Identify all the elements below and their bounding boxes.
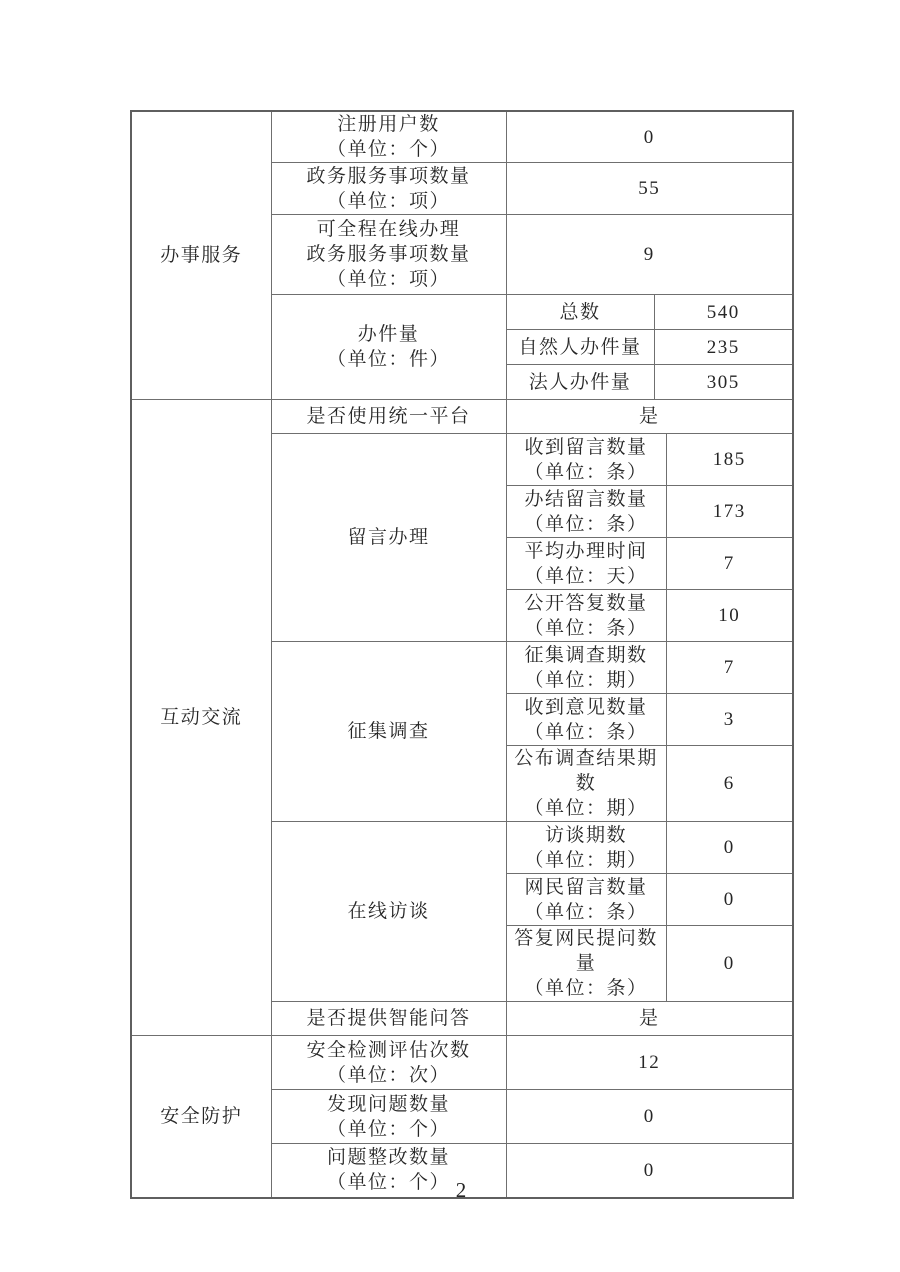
metric-cell <box>271 111 506 163</box>
metric-unit: （单位：个） <box>326 1172 450 1194</box>
submetric-unit: （单位：条） <box>524 513 648 535</box>
metric-label: 可全程在线办理 <box>316 219 461 240</box>
submetric-value: 235 <box>654 330 793 365</box>
submetric-unit: （单位：条） <box>524 617 648 639</box>
submetric-value: 173 <box>666 486 793 538</box>
metric-value: 0 <box>506 1090 793 1144</box>
submetric-cell <box>506 538 666 590</box>
metric-label: 安全检测评估次数 <box>306 1039 471 1061</box>
metric-label: 注册用户数 <box>337 114 440 135</box>
submetric-value: 0 <box>666 926 793 1002</box>
submetric-value: 540 <box>654 295 793 330</box>
submetric-cell <box>506 694 666 746</box>
submetric-label: 法人办件量 <box>506 365 654 400</box>
submetric-label: 访谈期数 <box>544 824 627 846</box>
submetric-cell <box>506 590 666 642</box>
submetric-unit: （单位：天） <box>524 565 648 587</box>
submetric-label: 答复网民提问数量 <box>514 928 658 974</box>
metric-cell <box>271 295 506 400</box>
metric-unit: （单位：项） <box>326 269 450 290</box>
metric-unit: （单位：次） <box>326 1064 450 1086</box>
submetric-value: 10 <box>666 590 793 642</box>
metric-cell <box>271 215 506 295</box>
submetric-cell <box>506 486 666 538</box>
page-number: 2 <box>455 1178 467 1202</box>
metric-unit: （单位：个） <box>326 139 450 160</box>
annual-report-table <box>130 110 794 1199</box>
metric-label: 政务服务事项数量 <box>306 165 471 187</box>
submetric-label: 公布调查结果期数 <box>514 748 658 794</box>
metric-unit: （单位：个） <box>326 1118 450 1140</box>
submetric-unit: （单位：期） <box>524 798 648 819</box>
group-label-text: 互动交流 <box>160 707 243 728</box>
metric-value: 12 <box>506 1036 793 1090</box>
submetric-label: 总数 <box>506 295 654 330</box>
metric-value: 55 <box>506 163 793 215</box>
metric-cell: 是否使用统一平台 <box>271 400 506 434</box>
metric-label: 办件量 <box>357 324 420 345</box>
submetric-label: 征集调查期数 <box>524 644 648 666</box>
submetric-cell <box>506 926 666 1002</box>
submetric-unit: （单位：条） <box>524 721 648 743</box>
submetric-label: 收到意见数量 <box>524 696 648 718</box>
metric-cell <box>271 1090 506 1144</box>
submetric-value: 305 <box>654 365 793 400</box>
metric-value: 是 <box>506 1002 793 1036</box>
submetric-cell <box>506 822 666 874</box>
submetric-unit: （单位：条） <box>524 978 648 999</box>
row-group-label-security <box>131 1036 271 1198</box>
metric-unit: （单位：件） <box>326 349 450 370</box>
metric-cell: 是否提供智能问答 <box>271 1002 506 1036</box>
metric-cell: 在线访谈 <box>271 822 506 1002</box>
submetric-cell <box>506 642 666 694</box>
submetric-value: 0 <box>666 874 793 926</box>
submetric-value: 0 <box>666 822 793 874</box>
submetric-unit: （单位：条） <box>524 901 648 923</box>
submetric-label: 收到留言数量 <box>524 436 648 458</box>
row-group-label-service <box>131 111 271 400</box>
submetric-cell <box>506 746 666 822</box>
submetric-label: 网民留言数量 <box>524 876 648 898</box>
metric-cell <box>271 1036 506 1090</box>
submetric-cell <box>506 434 666 486</box>
metric-value: 9 <box>506 215 793 295</box>
metric-value: 是 <box>506 400 793 434</box>
metric-value: 0 <box>506 111 793 163</box>
submetric-value: 185 <box>666 434 793 486</box>
metric-label: 政务服务事项数量 <box>306 244 471 265</box>
submetric-unit: （单位：条） <box>524 461 648 483</box>
submetric-label: 办结留言数量 <box>524 488 648 510</box>
metric-label: 问题整改数量 <box>326 1147 450 1169</box>
metric-value: 0 <box>506 1144 793 1198</box>
submetric-label: 自然人办件量 <box>506 330 654 365</box>
submetric-value: 6 <box>666 746 793 822</box>
row-group-label-interaction <box>131 400 271 1036</box>
submetric-unit: （单位：期） <box>524 669 648 691</box>
metric-cell <box>271 163 506 215</box>
submetric-value: 7 <box>666 538 793 590</box>
metric-label: 发现问题数量 <box>326 1093 450 1115</box>
metric-cell: 征集调查 <box>271 642 506 822</box>
metric-unit: （单位：项） <box>326 190 450 212</box>
submetric-unit: （单位：期） <box>524 849 648 871</box>
submetric-value: 3 <box>666 694 793 746</box>
submetric-cell <box>506 874 666 926</box>
submetric-value: 7 <box>666 642 793 694</box>
submetric-label: 平均办理时间 <box>524 540 648 562</box>
submetric-label: 公开答复数量 <box>524 592 648 614</box>
group-label-text: 安全防护 <box>160 1105 243 1127</box>
metric-cell: 留言办理 <box>271 434 506 642</box>
group-label-text: 办事服务 <box>160 245 243 266</box>
